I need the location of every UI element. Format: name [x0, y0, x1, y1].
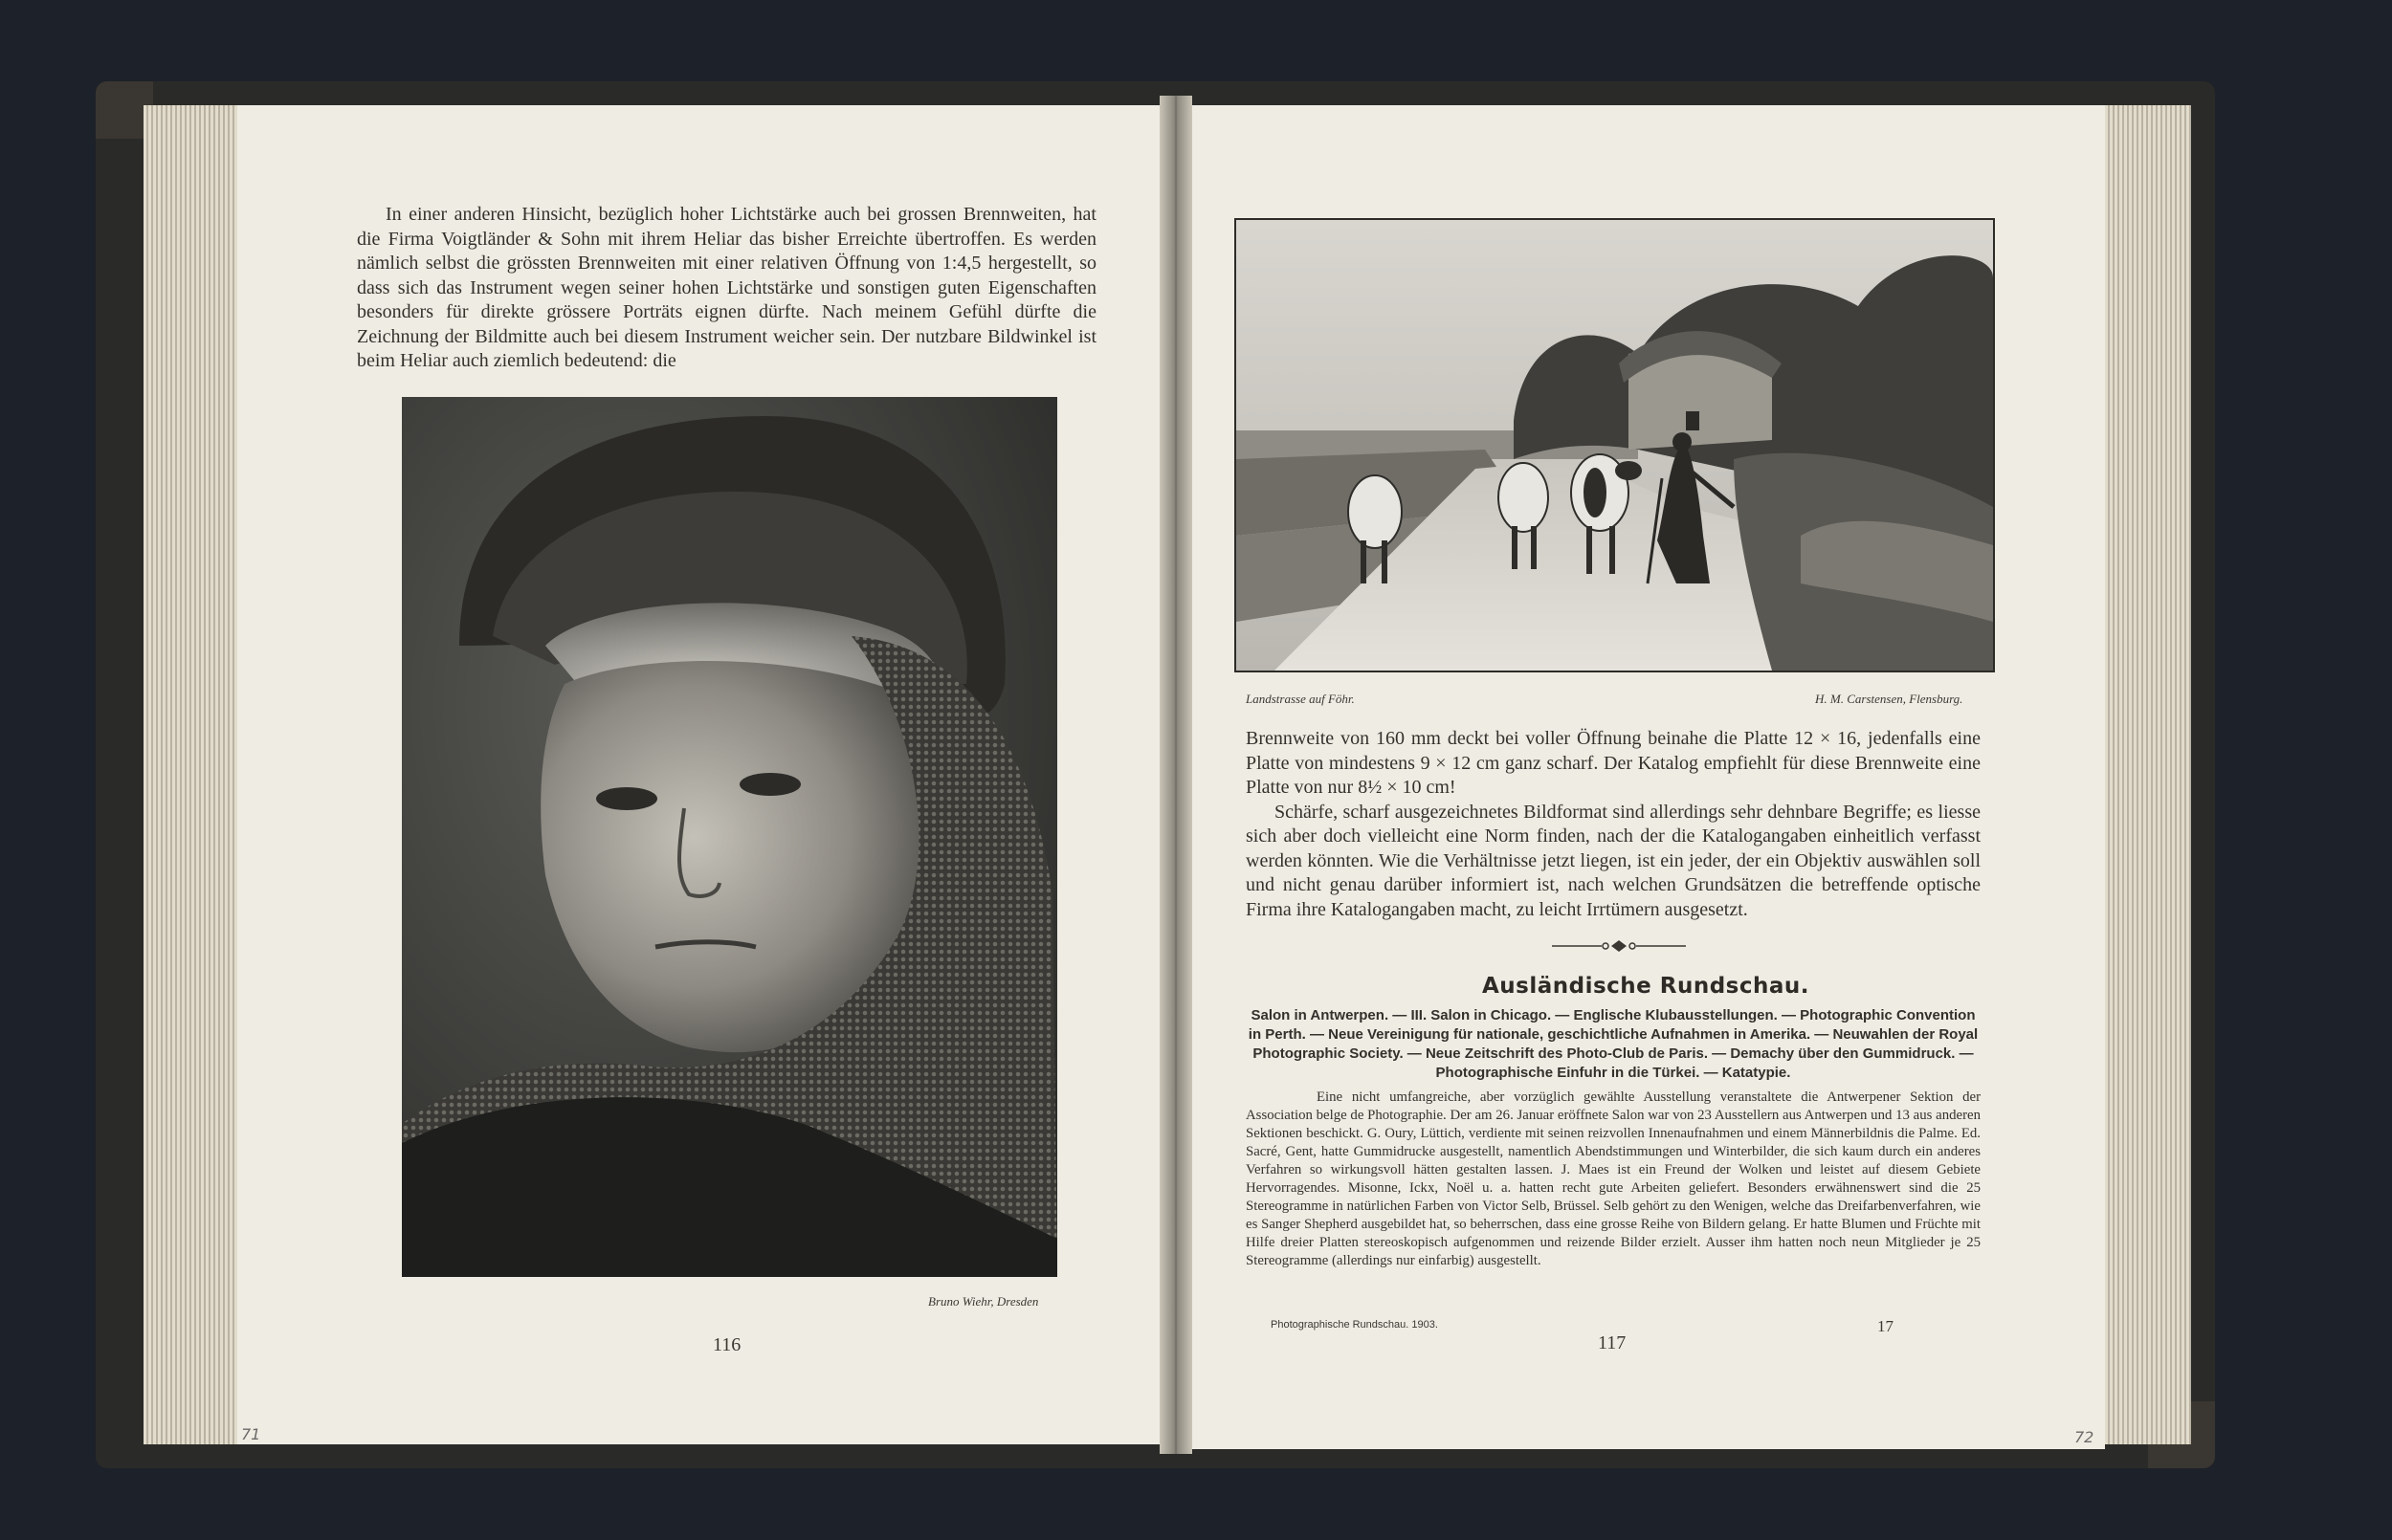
left-paragraph-text: In einer anderen Hinsicht, bezüglich hoher Lichtstärke auch bei grossen Brennweiten, hat die Firma Voigtländer & Sohn mit ihrem Heliar das bisher Erreichte übertroffen. Es werden nämlich selbst die grössten Brennweiten mit einer relativen Öffnung von 1:4,5 hergestellt, so dass sich das Instrument wegen seiner hohen Lichtstärke und sonstigen guten Eigenschaften besonders für direkte grössere Porträts eignen dürfte. Nach meinem Gefühl dürfte die Zeichnung der Bildmitte auch bei diesem Instrument weicher sein. Der nutzbare Bildwinkel ist beim Heliar auch ziemlich bedeutend: die	[357, 204, 1096, 371]
section-summary: Salon in Antwerpen. — III. Salon in Chicago. — Englische Klubausstellungen. — Photographic Convention in Perth. — Neue Vereinigung für nationale, geschichtliche Aufnahmen in Amerika. — Neuwahlen der Royal Photographic Society. — Neue Zeitschrift des Photo-Club de Paris. — Demachy über den Gummidruck. — Photographische Einfuhr in die Türkei. — Katatypie.	[1248, 1007, 1979, 1081]
right-body-text	[1246, 727, 1981, 922]
book-gutter	[1160, 96, 1192, 1454]
left-paragraph	[357, 203, 1096, 374]
page-edges-left	[144, 105, 239, 1444]
portrait-credit: Bruno Wiehr, Dresden	[928, 1294, 1039, 1309]
landscape-image	[1236, 220, 1993, 671]
signature-number: 17	[1877, 1317, 1894, 1335]
right-paragraph-1: Brennweite von 160 mm deckt bei voller Öffnung beinahe die Platte 12 × 16, jedenfalls eine Platte von mindestens 9 × 12 cm ganz scharf. Der Katalog empfiehlt für diese Brennweite eine Platte von nur 8½ × 10 cm!	[1246, 728, 1981, 798]
landscape-credit: H. M. Carstensen, Flensburg.	[1815, 692, 1963, 706]
landscape-photo	[1234, 218, 1995, 672]
landscape-caption: Landstrasse auf Föhr.	[1246, 692, 1355, 706]
section-text-paragraph: Eine nicht umfangreiche, aber vorzüglich gewählte Ausstellung veranstaltete die Antwerpener Sektion der Association belge de Photographie. Der am 26. Januar eröffnete Salon war von 23 Ausstellern aus Antwerpen und 13 aus anderen Sektionen beschickt. G. Oury, Lüttich, verdiente mit seinen reizvollen Innenaufnahmen und einem Männerbildnis die Palme. Ed. Sacré, Gent, hatte Gummidrucke ausgestellt, namentlich Abendstimmungen und Winterbilder, die sich kaum durch ein anderes Verfahren so wirkungsvoll hätten gestalten lassen. J. Maes ist ein Freund der Wolken und leistet auf diesem Gebiete Hervorragendes. Misonne, Ickx, Noël u. a. hatten recht gute Arbeiten geliefert. Besonders erwähnenswert sind die 25 Stereogramme in natürlichen Farben von Victor Selb, Brüssel. Selb gehört zu den Wenigen, welche das Dreifarbenverfahren, wie es Sanger Shepherd ausgebildet hat, so beherrschen, dass eine grosse Reihe von Bildern gelang. Er hatte Blumen und Früchte mit Hilfe dreier Platten stereoskopisch aufgenommen und reizende Bilder erzielt. Ausser ihm hatten noch neun Mitglieder je 25 Stereogramme (allerdings nur einfarbig) ausgestellt.	[1246, 1089, 1981, 1268]
right-paragraph-2: Schärfe, scharf ausgezeichnetes Bildformat sind allerdings sehr dehnbare Begriffe; es liesse sich aber doch vielleicht eine Norm finden, nach der die Katalogangaben einheitlich verfasst werden könnten. Wie die Verhältnisse jetzt liegen, ist ein jeder, der ein Objektiv auswählen soll und nicht genau darüber informiert ist, nach welchen Grundsätzen die betreffende optische Firma ihre Katalogangaben macht, zu leicht Irrtümern ausgesetzt.	[1246, 801, 1981, 920]
portrait-photo	[402, 397, 1057, 1277]
portrait-image	[402, 397, 1057, 1277]
right-page-number: 117	[1598, 1332, 1627, 1353]
section-divider-ornament	[1552, 939, 1686, 953]
journal-footer: Photographische Rundschau. 1903.	[1271, 1319, 1438, 1331]
page-edges-right	[2105, 105, 2191, 1444]
section-title: Ausländische Rundschau.	[1481, 974, 1810, 999]
section-text	[1246, 1089, 1981, 1270]
right-pencil-mark: 72	[2074, 1428, 2094, 1446]
left-pencil-mark: 71	[241, 1425, 261, 1443]
left-page-number: 116	[713, 1334, 742, 1355]
